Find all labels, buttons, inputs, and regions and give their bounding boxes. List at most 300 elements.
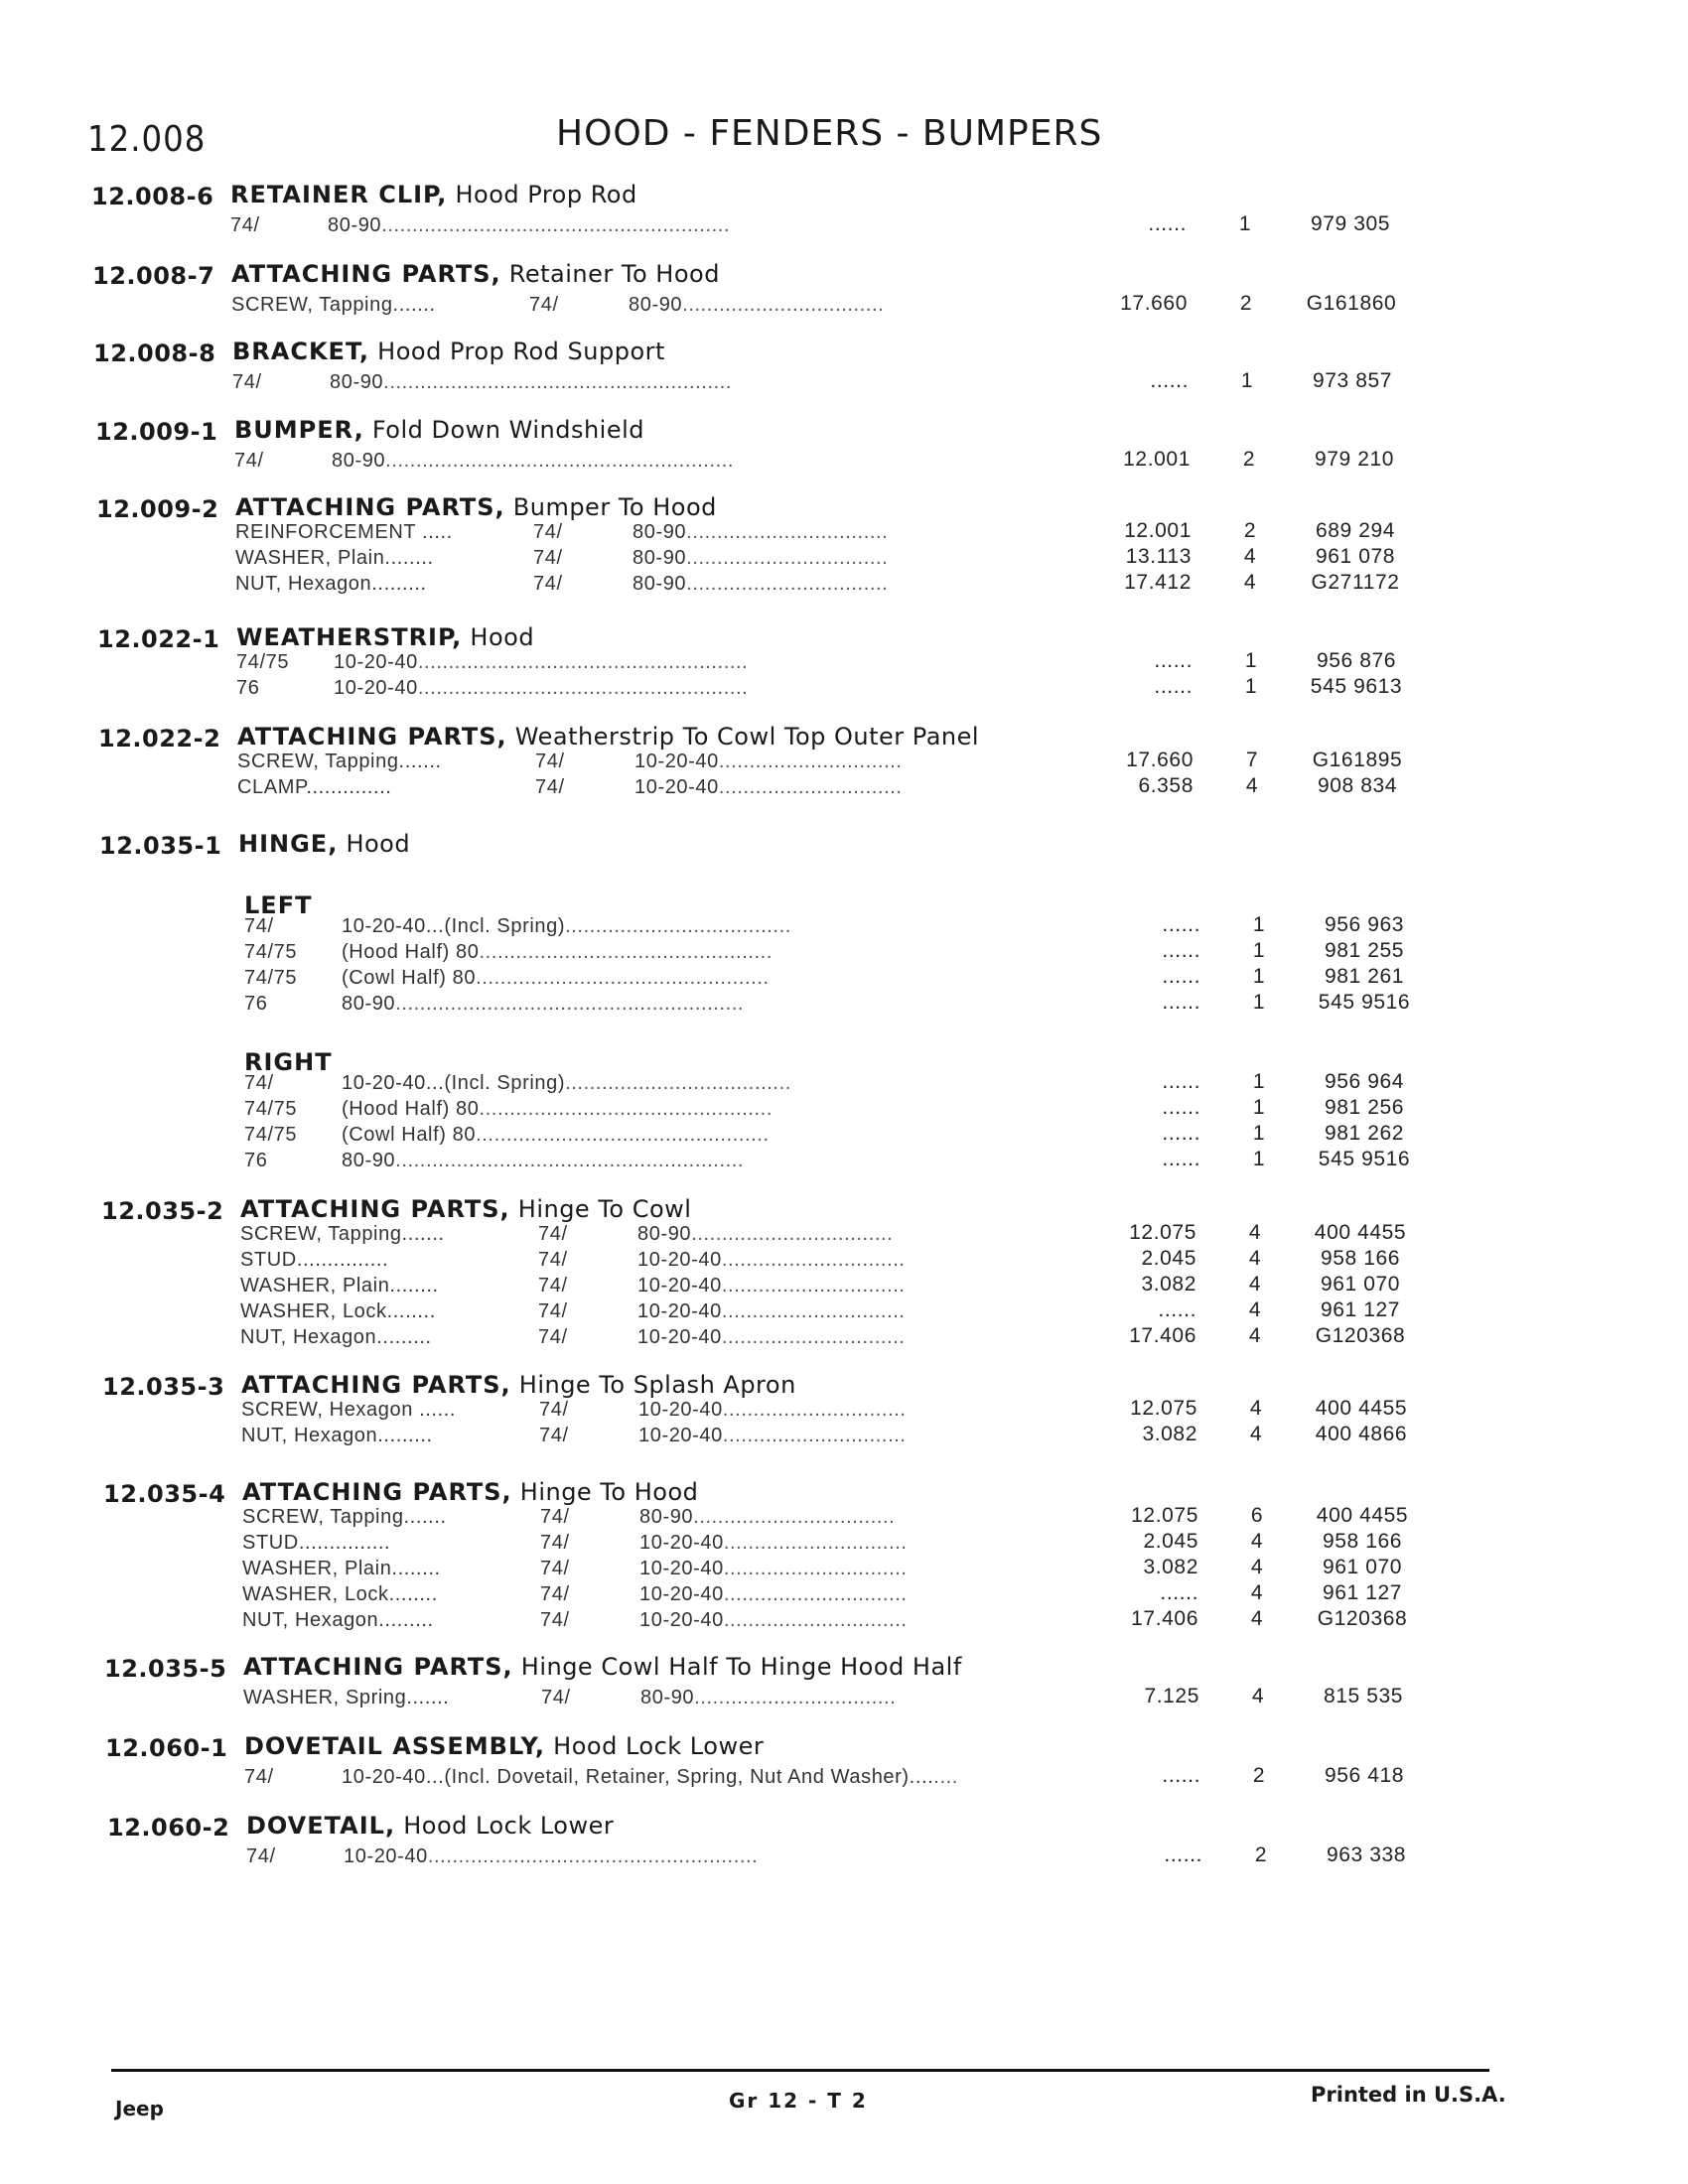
row-description [235, 547, 888, 570]
row-item: CLAMP.............. [237, 776, 392, 798]
quantity: 4 [1251, 1685, 1265, 1707]
row-item: SCREW, Hexagon ...... [241, 1399, 457, 1421]
figure-number: 12.001 [1123, 448, 1191, 471]
row-model: 10-20-40 [334, 677, 418, 699]
parts-row [0, 1425, 1688, 1451]
leader-dots: .............................. [718, 776, 903, 798]
parts-row [0, 751, 1688, 777]
leader-dots: ................................. [686, 573, 889, 595]
parts-row [0, 941, 1688, 968]
row-description [244, 1124, 770, 1147]
quantity: 4 [1245, 774, 1259, 797]
row-model: 74/ [540, 1558, 570, 1579]
row-models-years: 10-20-40 [639, 1609, 724, 1631]
part-number: 400 4455 [1316, 1504, 1409, 1527]
footer-printed: Printed in U.S.A. [1311, 2083, 1506, 2107]
parts-row [0, 371, 1688, 398]
leader-dots: .............................. [722, 1399, 907, 1421]
entry-heading [242, 1478, 698, 1506]
row-models-years: 10-20-40 [638, 1425, 723, 1446]
row-model: 10-20-40...(Incl. Spring) [342, 915, 566, 937]
entry-heading [240, 1195, 691, 1223]
item-description: Hood [470, 623, 535, 651]
row-model: 80-90 [330, 371, 384, 393]
row-description [240, 1326, 906, 1349]
row-model: 74/ [535, 776, 565, 798]
quantity: 1 [1252, 965, 1266, 988]
footer-page-ref: Gr 12 - T 2 [729, 2089, 868, 2113]
reference-number: 12.009-1 [95, 418, 218, 446]
quantity: 4 [1248, 1273, 1262, 1296]
leader-dots: ......................................................... [395, 1150, 745, 1171]
leader-dots: ................................. [686, 547, 889, 569]
row-item: 74/ [244, 1766, 274, 1788]
entry-heading [238, 830, 410, 858]
figure-number: ...... [1162, 1122, 1200, 1145]
item-name: ATTACHING PARTS, [240, 1195, 510, 1223]
row-item: 74/75 [244, 1098, 298, 1120]
row-model: 80-90 [342, 1150, 396, 1171]
reference-number: 12.035-2 [101, 1197, 224, 1225]
leader-dots: ................................. [682, 294, 885, 316]
parts-row [0, 1687, 1688, 1713]
quantity: 4 [1249, 1397, 1263, 1420]
part-number: 956 876 [1316, 649, 1397, 672]
figure-number: 12.075 [1130, 1397, 1197, 1420]
part-number: 400 4455 [1314, 1221, 1407, 1244]
part-number: 400 4455 [1315, 1397, 1408, 1420]
item-name: ATTACHING PARTS, [231, 260, 501, 288]
quantity: 4 [1250, 1530, 1264, 1553]
parts-row [0, 1326, 1688, 1353]
row-item: SCREW, Tapping....... [231, 294, 436, 316]
parts-row [0, 1249, 1688, 1276]
figure-number: ...... [1162, 1070, 1200, 1093]
figure-number: ...... [1162, 1764, 1200, 1787]
row-model: 74/ [540, 1506, 570, 1528]
part-number: 981 255 [1324, 939, 1405, 962]
row-models-years: 10-20-40 [634, 776, 719, 798]
part-number: 973 857 [1312, 369, 1393, 392]
leader-dots: ................................. [691, 1223, 894, 1245]
row-item: NUT, Hexagon......... [242, 1609, 434, 1631]
leader-dots: ......................................................... [385, 450, 735, 472]
part-number: G120368 [1315, 1324, 1406, 1347]
footer-rule [111, 2069, 1489, 2072]
quantity: 7 [1245, 749, 1259, 771]
part-number: 958 166 [1320, 1247, 1401, 1270]
row-model: 74/ [540, 1532, 570, 1554]
row-item: 74/75 [244, 967, 298, 989]
figure-number: ...... [1164, 1843, 1202, 1866]
figure-number: ...... [1148, 212, 1187, 235]
leader-dots: .............................. [721, 1300, 906, 1322]
parts-row [0, 677, 1688, 704]
row-model: 74/ [535, 751, 565, 772]
leader-dots: ......................................................... [383, 371, 733, 393]
parts-row [0, 993, 1688, 1020]
row-models-years: 10-20-40 [637, 1275, 722, 1297]
row-model: 80-90 [342, 993, 396, 1015]
leader-dots: .............................. [723, 1583, 908, 1605]
row-model: (Cowl Half) 80 [342, 1124, 477, 1146]
quantity: 2 [1252, 1764, 1266, 1787]
row-model: 74/ [533, 573, 563, 595]
quantity: 1 [1240, 369, 1254, 392]
row-item: 74/75 [236, 651, 290, 673]
figure-number: ...... [1158, 1298, 1196, 1321]
item-name: WEATHERSTRIP, [236, 623, 463, 651]
quantity: 2 [1254, 1843, 1268, 1866]
row-description [244, 941, 773, 964]
leader-dots: .............................. [721, 1326, 906, 1348]
row-description [241, 1425, 907, 1447]
part-number: 545 9613 [1310, 675, 1403, 698]
part-number: 545 9516 [1318, 1148, 1411, 1170]
row-item: NUT, Hexagon......... [241, 1425, 433, 1446]
parts-row [0, 1275, 1688, 1301]
part-number: 545 9516 [1318, 991, 1411, 1014]
row-model: 74/ [538, 1223, 568, 1245]
parts-row [0, 1609, 1688, 1636]
row-item: WASHER, Plain........ [242, 1558, 441, 1579]
item-description: Hinge Cowl Half To Hinge Hood Half [520, 1653, 962, 1681]
row-model: 80-90 [332, 450, 386, 472]
entry-heading [231, 260, 720, 288]
row-item: WASHER, Plain........ [240, 1275, 439, 1297]
leader-dots: ......................................................... [395, 993, 745, 1015]
leader-dots: ................................................ [476, 967, 770, 989]
page-title: HOOD - FENDERS - BUMPERS [556, 113, 1103, 154]
item-description: Hood Prop Rod Support [377, 338, 665, 365]
row-description [236, 651, 748, 674]
reference-number: 12.035-4 [103, 1480, 226, 1508]
quantity: 4 [1248, 1298, 1262, 1321]
quantity: 1 [1252, 1148, 1266, 1170]
row-description [244, 1150, 744, 1172]
parts-row [0, 915, 1688, 942]
part-number: G120368 [1317, 1607, 1408, 1630]
quantity: 2 [1239, 292, 1253, 315]
row-description [236, 677, 748, 700]
figure-number: ...... [1160, 1581, 1198, 1604]
row-item: 74/ [246, 1845, 276, 1867]
entry-heading [232, 338, 665, 365]
row-description [244, 1072, 791, 1095]
item-name: BUMPER, [234, 416, 364, 444]
part-number: 956 418 [1324, 1764, 1405, 1787]
leader-dots: ................................. [694, 1687, 897, 1708]
reference-number: 12.022-1 [97, 625, 220, 653]
quantity: 1 [1252, 991, 1266, 1014]
item-description: Hinge To Hood [519, 1478, 699, 1506]
figure-number: 2.045 [1141, 1247, 1196, 1270]
parts-row [0, 573, 1688, 600]
reference-number: 12.060-2 [107, 1814, 230, 1842]
quantity: 1 [1252, 1096, 1266, 1119]
quantity: 4 [1250, 1607, 1264, 1630]
row-model: 10-20-40 [344, 1845, 428, 1867]
row-description [244, 993, 744, 1016]
figure-number: 12.001 [1124, 519, 1192, 542]
row-models-years: 80-90 [637, 1223, 692, 1245]
row-item: 74/75 [244, 941, 298, 963]
quantity: 4 [1248, 1324, 1262, 1347]
figure-number: 3.082 [1142, 1423, 1197, 1445]
figure-number: 12.075 [1131, 1504, 1198, 1527]
parts-row [0, 1223, 1688, 1250]
row-item: WASHER, Plain........ [235, 547, 434, 569]
row-model: 74/ [540, 1609, 570, 1631]
reference-number: 12.035-3 [102, 1373, 225, 1401]
quantity: 1 [1252, 1122, 1266, 1145]
leader-dots: .............................. [721, 1249, 906, 1271]
parts-row [0, 967, 1688, 994]
parts-row [0, 1506, 1688, 1533]
row-models-years: 10-20-40 [634, 751, 719, 772]
item-description: Hood Lock Lower [553, 1732, 765, 1760]
row-item: 76 [236, 677, 260, 699]
row-description [243, 1687, 896, 1709]
leader-dots: .............................. [723, 1609, 908, 1631]
item-name: ATTACHING PARTS, [241, 1371, 511, 1399]
figure-number: 2.045 [1143, 1530, 1198, 1553]
row-model: 74/ [540, 1583, 570, 1605]
leader-dots: ..................................... [565, 1072, 791, 1094]
item-name: RETAINER CLIP, [230, 181, 448, 208]
row-models-years: 10-20-40 [637, 1300, 722, 1322]
figure-number: 17.660 [1126, 749, 1194, 771]
row-models-years: 10-20-40 [638, 1399, 723, 1421]
row-item: NUT, Hexagon......... [240, 1326, 432, 1348]
quantity: 4 [1243, 571, 1257, 594]
part-number: 961 078 [1315, 545, 1396, 568]
quantity: 1 [1252, 1070, 1266, 1093]
row-description [240, 1300, 906, 1323]
row-description [240, 1249, 906, 1272]
figure-number: 17.406 [1129, 1324, 1196, 1347]
entry-heading [234, 416, 644, 444]
quantity: 1 [1244, 649, 1258, 672]
parts-row [0, 547, 1688, 574]
parts-row [0, 1300, 1688, 1327]
leader-dots: .............................. [718, 751, 903, 772]
figure-number: ...... [1154, 649, 1193, 672]
part-number: G271172 [1311, 571, 1400, 594]
item-name: ATTACHING PARTS, [235, 493, 505, 521]
row-description [242, 1532, 908, 1555]
reference-number: 12.009-2 [96, 495, 219, 523]
parts-row [0, 214, 1688, 241]
part-number: G161860 [1306, 292, 1397, 315]
row-description [244, 1766, 958, 1789]
leader-dots: ................................................ [479, 941, 773, 963]
item-name: DOVETAIL ASSEMBLY, [244, 1732, 546, 1760]
item-description: Retainer To Hood [508, 260, 720, 288]
part-number: 981 261 [1324, 965, 1405, 988]
quantity: 6 [1250, 1504, 1264, 1527]
row-description [231, 294, 884, 317]
leader-dots: .... [933, 1766, 958, 1788]
figure-number: ...... [1162, 939, 1200, 962]
row-description [237, 776, 903, 799]
row-description [237, 751, 903, 773]
row-models-years: 80-90 [629, 294, 683, 316]
figure-number: 7.125 [1144, 1685, 1199, 1707]
item-description: Hood Lock Lower [403, 1812, 615, 1840]
item-description: Hinge To Cowl [517, 1195, 692, 1223]
entry-heading [236, 623, 534, 651]
row-item: SCREW, Tapping....... [237, 751, 442, 772]
quantity: 1 [1252, 913, 1266, 936]
item-name: BRACKET, [232, 338, 370, 365]
part-number: 961 070 [1322, 1556, 1403, 1578]
footer-brand: Jeep [115, 2097, 164, 2120]
part-number: 908 834 [1317, 774, 1398, 797]
section-number: 12.008 [87, 119, 207, 160]
part-number: 963 338 [1326, 1843, 1407, 1866]
leader-dots: ...................................................... [417, 651, 749, 673]
leader-dots: ................................. [686, 521, 889, 543]
row-model: 74/ [538, 1300, 568, 1322]
reference-number: 12.035-5 [104, 1655, 227, 1683]
figure-number: ...... [1154, 675, 1193, 698]
parts-row [0, 1532, 1688, 1559]
row-item: NUT, Hexagon......... [235, 573, 427, 595]
row-item: WASHER, Lock........ [240, 1300, 436, 1322]
parts-row [0, 1766, 1688, 1793]
entry-heading [237, 723, 979, 751]
reference-number: 12.022-2 [98, 725, 221, 752]
row-item: WASHER, Lock........ [242, 1583, 438, 1605]
row-model: 10-20-40...(Incl. Spring) [342, 1072, 566, 1094]
parts-row [0, 1558, 1688, 1584]
row-model: 74/ [533, 521, 563, 543]
row-models-years: 80-90 [639, 1506, 694, 1528]
row-model: 74/ [538, 1249, 568, 1271]
row-model: 74/ [538, 1275, 568, 1297]
quantity: 2 [1242, 448, 1256, 471]
quantity: 1 [1244, 675, 1258, 698]
row-model: 74/ [541, 1687, 571, 1708]
quantity: 1 [1238, 212, 1252, 235]
row-item: 76 [244, 993, 268, 1015]
figure-number: ...... [1162, 1096, 1200, 1119]
quantity: 2 [1243, 519, 1257, 542]
row-description [244, 915, 791, 938]
row-description [235, 573, 888, 596]
item-name: ATTACHING PARTS, [243, 1653, 513, 1681]
quantity: 4 [1250, 1556, 1264, 1578]
item-description: Hood [346, 830, 411, 858]
entry-heading [241, 1371, 796, 1399]
part-number: 400 4866 [1315, 1423, 1408, 1445]
parts-row [0, 1150, 1688, 1176]
item-description: Weatherstrip To Cowl Top Outer Panel [514, 723, 980, 751]
figure-number: 6.358 [1138, 774, 1194, 797]
row-item: 74/ [232, 371, 262, 393]
figure-number: 17.412 [1124, 571, 1192, 594]
item-description: Hood Prop Rod [455, 181, 637, 208]
leader-dots: .............................. [723, 1532, 908, 1554]
part-number: 815 535 [1323, 1685, 1404, 1707]
quantity: 4 [1248, 1221, 1262, 1244]
figure-number: ...... [1150, 369, 1189, 392]
part-number: G161895 [1312, 749, 1403, 771]
row-model: (Cowl Half) 80 [342, 967, 477, 989]
part-number: 981 262 [1324, 1122, 1405, 1145]
quantity: 4 [1250, 1581, 1264, 1604]
reference-number: 12.035-1 [99, 832, 222, 860]
part-number: 689 294 [1315, 519, 1396, 542]
row-description [244, 967, 770, 990]
row-description [230, 214, 730, 237]
part-number: 961 127 [1320, 1298, 1401, 1321]
leader-dots: ...................................................... [417, 677, 749, 699]
row-description [242, 1558, 908, 1580]
row-description [244, 1098, 773, 1121]
row-model: 74/ [533, 547, 563, 569]
figure-number: 17.660 [1120, 292, 1188, 315]
entry-heading [243, 1653, 962, 1681]
leader-dots: ......................................................... [381, 214, 731, 236]
row-models-years: 10-20-40 [639, 1532, 724, 1554]
part-number: 979 305 [1310, 212, 1391, 235]
row-description [240, 1275, 906, 1297]
row-item: 74/ [244, 915, 274, 937]
figure-number: 17.406 [1131, 1607, 1198, 1630]
item-name: ATTACHING PARTS, [242, 1478, 512, 1506]
parts-row [0, 450, 1688, 477]
figure-number: ...... [1162, 1148, 1200, 1170]
leader-dots: ................................................ [479, 1098, 773, 1120]
hinge-side-label: LEFT [244, 891, 313, 919]
figure-number: ...... [1162, 991, 1200, 1014]
row-models-years: 10-20-40 [639, 1583, 724, 1605]
row-description [246, 1845, 758, 1868]
row-item: SCREW, Tapping....... [240, 1223, 445, 1245]
row-description [232, 371, 732, 394]
parts-row [0, 1072, 1688, 1099]
leader-dots: .............................. [723, 1558, 908, 1579]
row-model: 74/ [539, 1399, 569, 1421]
item-description: Hinge To Splash Apron [518, 1371, 796, 1399]
row-item: 74/75 [244, 1124, 298, 1146]
part-number: 958 166 [1322, 1530, 1403, 1553]
row-models-years: 80-90 [640, 1687, 695, 1708]
row-model: 80-90 [328, 214, 382, 236]
row-models-years: 10-20-40 [637, 1249, 722, 1271]
row-description [242, 1609, 908, 1632]
parts-row [0, 521, 1688, 548]
part-number: 956 964 [1324, 1070, 1405, 1093]
row-model: (Hood Half) 80 [342, 1098, 480, 1120]
row-item: STUD............... [242, 1532, 391, 1554]
row-description [241, 1399, 907, 1422]
item-description: Bumper To Hood [512, 493, 717, 521]
row-item: STUD............... [240, 1249, 389, 1271]
entry-heading [246, 1812, 614, 1840]
figure-number: 3.082 [1141, 1273, 1196, 1296]
row-item: 74/ [244, 1072, 274, 1094]
item-name: HINGE, [238, 830, 339, 858]
row-description [240, 1223, 893, 1246]
figure-number: 3.082 [1143, 1556, 1198, 1578]
reference-number: 12.008-6 [91, 183, 214, 210]
figure-number: ...... [1162, 965, 1200, 988]
entry-heading [235, 493, 717, 521]
row-model: 74/ [529, 294, 559, 316]
